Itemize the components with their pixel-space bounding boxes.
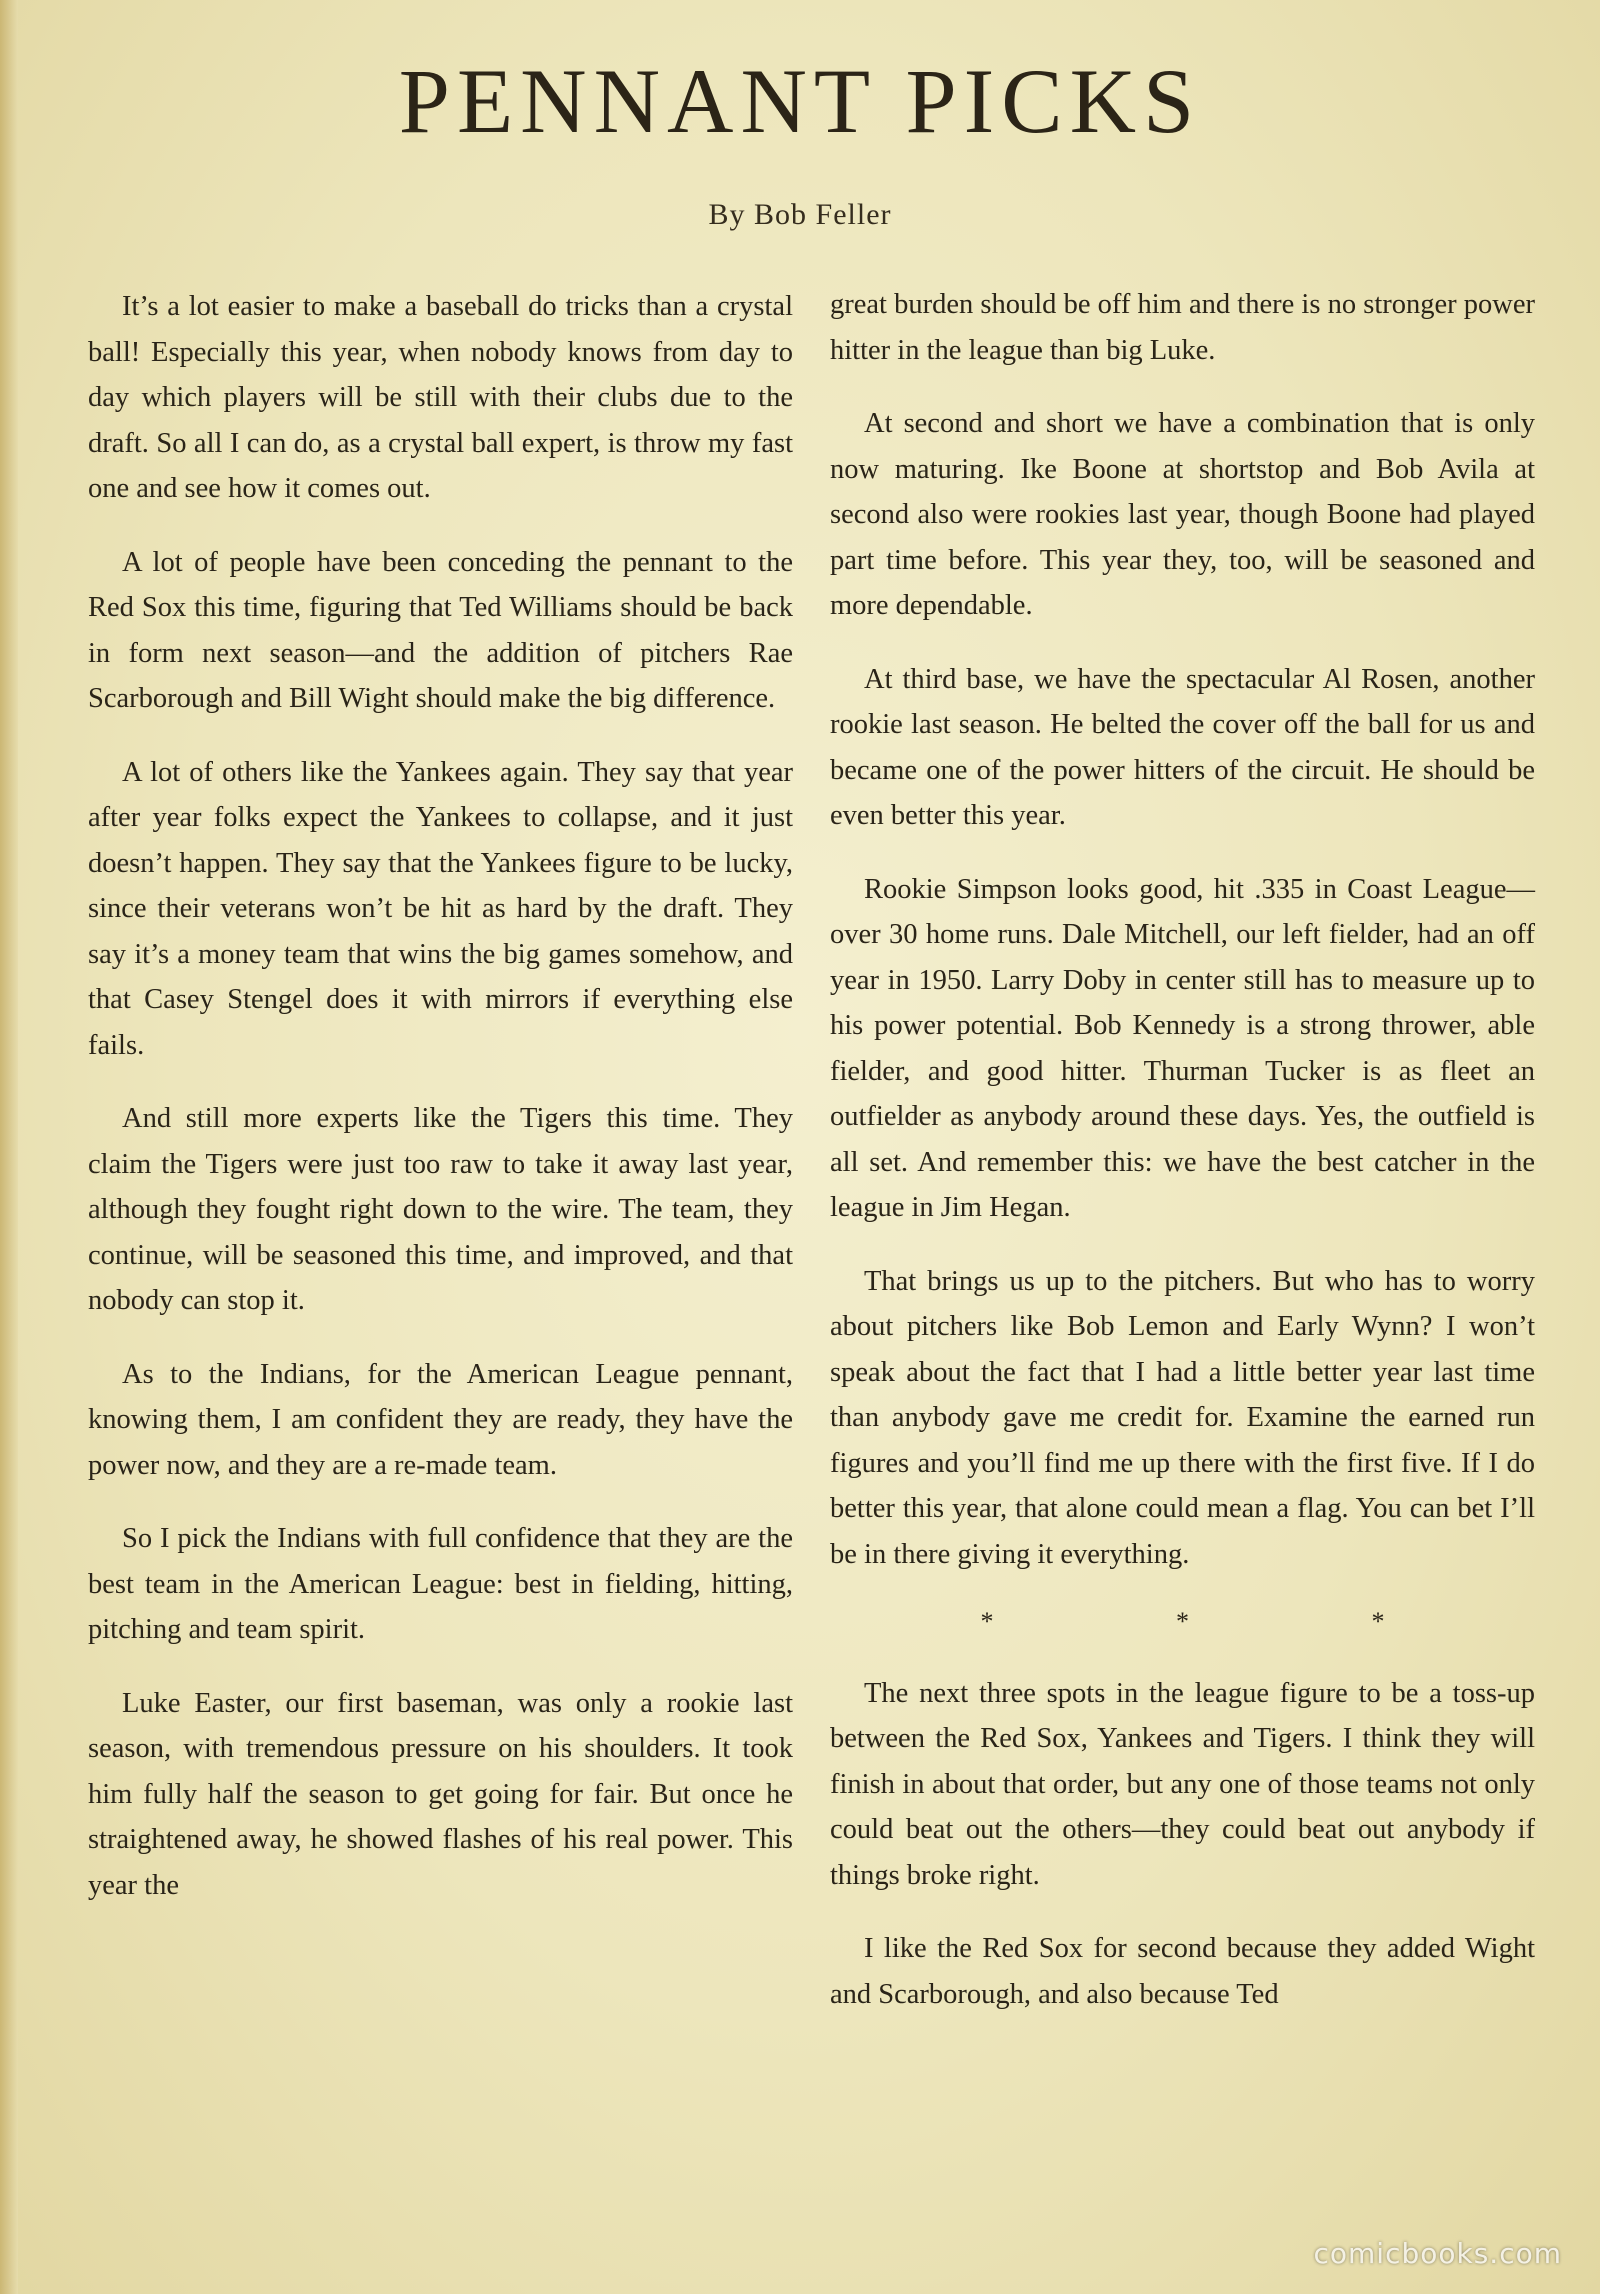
paragraph: A lot of others like the Yankees again. They say that year after year folks expect the Yankees to collapse, and it just doesn’t happen. They say that the Yankees figure to be lucky, since their veterans won’t be hit as hard by the draft. They say it’s a money team that wins the big games somehow, and that Casey Stengel does it with mirrors if everything else fails. xyxy=(88,756,793,1061)
paragraph: At third base, we have the spectacular Al Rosen, another rookie last season. He belted the cover off the ball for us and became one of the power hitters of the circuit. He should be even better this year. xyxy=(830,663,1535,831)
paragraph: At second and short we have a combination that is only now maturing. Ike Boone at shortstop and Bob Avila at second also were rookies last year, though Boone had played part time before. This year they, too, will be seasoned and more dependable. xyxy=(830,408,1535,621)
paragraph: It’s a lot easier to make a baseball do tricks than a crystal ball! Especially this year, when nobody knows from day to day which players will be still with their clubs due to the draft. So all I can do, as a crystal ball expert, is throw my fast one and see how it comes out. xyxy=(88,291,793,504)
paragraph: The next three spots in the league figure to be a toss-up between the Red Sox, Yankees and Tigers. I think they will finish in about that order, but any one of those teams not only could beat out the others—they could beat out anybody if things broke right. xyxy=(830,1677,1535,1891)
paragraph: So I pick the Indians with full confidence that they are the best team in the American League: best in fielding, hitting, pitching and team spirit. xyxy=(88,1523,793,1645)
paragraph-continued: great burden should be off him and there is no stronger power hitter in the league than big Luke. xyxy=(830,289,1535,366)
paragraph: And still more experts like the Tigers this time. They claim the Tigers were just too raw to take it away last year, although they fought right down to the wire. The team, they continue, will be seasoned this time, and improved, and that nobody can stop it. xyxy=(88,1103,793,1316)
paragraph: A lot of people have been conceding the pennant to the Red Sox this time, figuring that Ted Williams should be back in form next season—and the addition of pitchers Rae Scarborough and Bill Wight should make the big difference. xyxy=(88,546,793,714)
paragraph: As to the Indians, for the American League pennant, knowing them, I am confident they are ready, they have the power now, and they are a re-made team. xyxy=(88,1358,793,1481)
paragraph: That brings us up to the pitchers. But who has to worry about pitchers like Bob Lemon and Early Wynn? I won’t speak about the fact that I had a little better year last time than anybody gave me credit for. Examine the earned run figures and you’ll find me up there with the first five. If I do better this year, that alone could mean a flag. You can bet I’ll be in there giving it everything. xyxy=(830,1265,1535,1570)
section-separator: * * * xyxy=(980,1607,1473,1636)
paragraph: Rookie Simpson looks good, hit .335 in Coast League—over 30 home runs. Dale Mitchell, our left fielder, had an off year in 1950. Larry Doby in center still has to measure up to his power potential. Bob Kennedy is a strong thrower, able fielder, and good hitter. Thurman Tucker is as fleet an outfielder as anybody around these days. Yes, the outfield is all set. And remember this: we have the best catcher in the league in Jim Hegan. xyxy=(830,873,1535,1223)
page-binding-edge xyxy=(0,0,18,2294)
site-watermark: comicbooks.com xyxy=(1313,2237,1562,2270)
paragraph: Luke Easter, our first baseman, was only a rookie last season, with tremendous pressure on his shoulders. It took him fully half the season to get going for fair. But once he straightened away, he showed flashes of his real power. This year the xyxy=(88,1687,793,1901)
article-byline: By Bob Feller xyxy=(708,198,892,231)
right-column xyxy=(830,282,1535,2045)
paragraph: I like the Red Sox for second because they added Wight and Scarborough, and also because Ted xyxy=(830,1933,1535,2010)
article-title: PENNANT PICKS xyxy=(398,50,1202,152)
left-column xyxy=(88,284,793,1936)
